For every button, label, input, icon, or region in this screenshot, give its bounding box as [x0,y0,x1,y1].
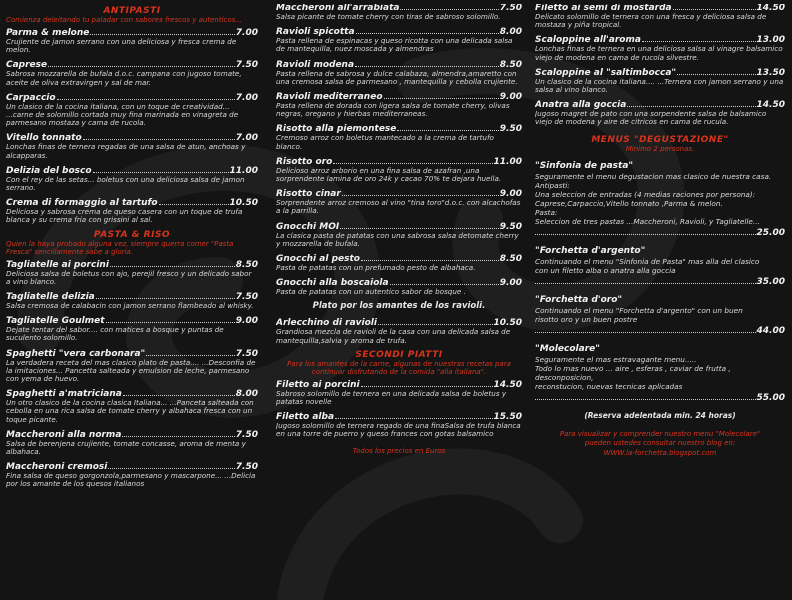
menu-item-description: Delicato solomillo de ternera con una fresca y deliciosa salsa de mostaza y piña tropical. [535,12,767,30]
menu-item-price: 8.50 [235,259,258,270]
menu-item-price: 7.50 [235,348,258,359]
dot-leader [535,392,756,400]
menu-item [6,429,258,456]
menu-item-name: Filetto alba [276,412,335,423]
menu-item-description: Dejate tentar del sabor.... con matices a bosque y puntas de suculento solomillo. [6,325,224,343]
ravioli-note: Plato por los amantes de los ravioli. [312,301,486,312]
menu-item-name: Spaghetti "vera carbonara" [6,348,146,359]
menu-item [535,34,785,61]
menu-item-name: Spaghetti a'matriciana [6,389,122,400]
menu-item-price: 14.50 [756,4,785,13]
menu-item-price: 7.00 [235,28,258,38]
dot-leader [356,26,499,34]
menu-column-middle [276,4,522,600]
dot-leader [642,34,756,42]
tasting-menu-title: "Forchetta d'oro" [535,294,623,305]
menu-item [6,59,258,86]
secondi-subtitle: Para los amantes de la carne, algunas de nuestras recetas para continuar disfrutando de la comida "alla italiana". [287,359,511,376]
menu-item [6,348,258,384]
dot-leader [340,221,499,229]
dot-leader [146,348,235,356]
menus-subtitle: Minimo 2 personas. [625,144,695,153]
dot-leader [677,67,755,75]
tasting-menu-title: "Molecolare" [535,343,600,354]
tasting-menu-line: reconstucion, nuevas tecnicas aplicadas [535,381,683,391]
menu-item [276,188,522,215]
menu-item-price: 10.50 [493,318,522,329]
dot-leader [90,27,234,35]
tasting-menu-line: Una seleccion de entradas (4 medias raciones por persona): [535,189,756,199]
dot-leader [106,315,235,323]
dot-leader [400,4,498,10]
tasting-menu-price: 25.00 [756,227,785,238]
menu-item-header [6,259,258,270]
menu-item [535,99,785,126]
menu-item-header [276,221,522,232]
tasting-menus-list [535,161,785,403]
pasta-subtitle: Quien la haya probado alguna vez, siempre querra comer "Pasta Fresca" sencillamente sabe a gloria. [6,239,234,256]
menu-item-description: La verdadera receta del mas clasico plato de pasta.... ...Desconfia de la imitaciones... Pancetta salteada y emulsion de leche, parmesano con yema de huevo. [6,357,256,384]
antipasti-list [6,27,258,225]
menu-item-name: Caprese [6,60,48,71]
tasting-menu [535,246,785,287]
prices-footer: Todos los precios en Euros [352,446,446,455]
tasting-menu-price-row [535,392,785,403]
dot-leader [627,99,755,107]
tasting-menu-price-row [535,325,785,336]
dot-leader [355,59,499,67]
menu-item-name: Tagliatelle delizia [6,292,95,303]
menu-item-name: Maccheroni cremosi [6,462,108,473]
tasting-menu-title: "Sinfonia de pasta" [535,160,634,171]
menu-item [276,277,522,296]
menu-item-description: Deliciosa salsa de boletus con ajo, perejil fresco y un delicado sabor a vino blanco. [6,268,252,286]
menu-item [6,461,258,488]
menu-item-name: Maccheroni alla norma [6,429,122,440]
tasting-menu-price: 35.00 [756,276,785,287]
menu-item-description: Delicioso arroz arborio en una fina salsa de azafran ,una sorprendente lamina de oro 24k y cacao 70% te dejara huella. [276,165,502,184]
menu-item-price: 11.00 [493,156,522,167]
menu-item-description: Pasta rellena de espinacas y queso ricotta con una delicada salsa de mantequilla, nuez moscada y almendras [276,36,513,54]
tasting-menu-title: "Forchetta d'argento" [535,245,646,256]
menu-item-name: Scaloppine al "saltimbocca" [535,67,677,78]
menu-item-description: Jugoso solomillo de ternera regado de una finaSalsa de trufa blanca en una torre de puerro y queso frances con gotas balsamico [276,421,521,439]
menu-item-price: 7.00 [235,92,258,103]
menu-item [6,315,258,342]
dot-leader [57,92,235,100]
menu-item-header [6,348,258,359]
tasting-menu-line: Continuando el menu "Forchetta d'argento" con un buen [535,305,743,315]
menu-item-description: Sabroso solomillo de ternera en una delicada salsa de boletus y patatas novelle [276,388,507,407]
pasta-title: PASTA & RISO [93,229,171,240]
menu-item-price: 8.50 [499,59,522,70]
menu-item-description: Sabrosa mozzarella de bufala d.o.c. campana con jugoso tomate, aceite de oliva extravirgen y sal de mar. [6,69,242,87]
menu-item-price: 7.50 [499,4,522,13]
menu-item-name: Tagliatelle Goulmet [6,316,105,327]
menu-item-name: Vitello tonnato [6,133,82,144]
tasting-menu-price: 44.00 [756,325,785,336]
tasting-menu [535,161,785,238]
dot-leader [397,123,498,131]
blog-info [535,430,785,459]
secondi-list [276,379,522,439]
tasting-menu-line: Pasta: [535,207,558,217]
menu-item-name: Risotto cinar [276,189,341,200]
menu-item-name: Scaloppine all'aroma [535,35,641,46]
menu-item [6,259,258,286]
menu-item-description: Lonchas finas de ternera regadas de una salsa de atun, anchoas y alcapparas. [6,142,246,160]
menu-item-name: Ravioli mediterraneo [276,92,383,103]
tasting-menu-line: con un filetto alba o anatra alla goccia [535,265,676,275]
menus-title: MENUS "DEGUSTAZIONE" [591,134,729,145]
tasting-menu-line: Antipasti: [535,180,570,190]
tasting-menu-price: 55.00 [756,392,785,403]
menu-item-price: 7.50 [235,462,258,473]
dot-leader [83,132,235,140]
menu-item-description: Con el rey de las setas... boletus con una deliciosa salsa de jamon serrano. [6,174,245,193]
blog-url: WWW.la-forchetta.blogspot.com [603,448,717,457]
secondi-title: SECONDI PIATTI [355,349,443,360]
menu-item-price: 7.00 [235,133,258,144]
menu-item-price: 9.50 [499,124,522,135]
antipasti-subtitle: Comienza deleitando tu paladar con sabores frescos y autenticos... [6,16,242,24]
menu-item-name: Gnocchi alla boscaiola [276,278,389,289]
menu-item [276,411,522,438]
dot-leader [361,253,499,261]
blog-line: Para visualizar y comprender nuestro menu "Molecolare" [559,429,761,438]
dot-leader [96,291,235,299]
dot-leader [335,411,493,419]
menu-item-price: 9.50 [499,221,522,232]
menu-item [276,221,522,248]
tasting-menu-line: Seleccion de tres pastas ...Maccheroni, Ravioli, y Tagliatelle... [535,216,760,226]
menu-item [276,59,522,86]
menu-item-description: Pasta rellena de sabrosa y dulce calabaza, almendra,amaretto con una cremosa salsa de parmesano , mantequilla y cebolla crujiente. [276,68,518,86]
menu-item-price: 13.00 [756,35,785,46]
menu-item-name: Delizia del bosco [6,165,92,176]
menu-item-price: 9.00 [499,189,522,200]
menu-item-price: 8.00 [499,27,522,38]
menu-item-name: Crema di formaggio al tartufo [6,198,158,209]
menu-item-description: Un clasico de la cocina italiana.... ...Ternera con jamon serrano y una salsa al vino blanco. [535,76,784,95]
menu-item-description: Un clasico de la cocina italiana, con un toque de creatividad... ...carne de solomillo cortada muy fina marinada en vinagreta de parmesano mostaza y cama de rucola. [6,101,239,128]
menu-item [6,165,258,192]
menu-item [6,27,258,54]
menu-item-description: Pasta de patatas con un autentico sabor de bosque . [276,287,466,297]
menu-item-price: 7.50 [235,292,258,303]
tasting-menu-price-row [535,227,785,238]
menu-item [6,388,258,424]
menu-item [276,317,522,344]
dot-leader [535,276,756,284]
dot-leader [378,317,493,325]
menu-item-description: Deliciosa y sabrosa crema de queso casera con un toque de trufa blanca y su crema fria con grissini al sal. [6,207,243,225]
menu-item-header [276,59,522,70]
menu-item-price: 11.00 [229,165,258,176]
tasting-menu-line: Caprese,Carpaccio,Vitello tonnato ,Parma & melon. [535,198,723,208]
menu-item-description: Cremoso arroz con boletus mantecado a la crema de tartufo blanco. [276,133,494,151]
menu-item [276,379,522,406]
menu-item-name: Gnocchi MOI [276,221,340,232]
menu-item-price: 7.50 [235,60,258,71]
menu-item-name: Risotto oro [276,156,333,167]
menu-item-description: Sorprendente arroz cremoso al vino "tina toro"d.o.c. con alcachofas a la parrilla. [276,198,521,216]
dot-leader [535,227,756,235]
tasting-menu [535,295,785,336]
menu-item-name: Arlecchino di ravioli [276,318,377,329]
dot-leader [673,4,756,10]
menu-item [276,26,522,53]
tasting-menu-line: risotto oro y un buen postre [535,314,638,324]
dot-leader [342,188,499,196]
menu-item-name: Ravioli modena [276,59,355,70]
pasta-continued-list [276,4,522,296]
menu-item-name: Maccheroni all'arrabiata [276,4,400,13]
dot-leader [390,277,499,285]
menu-item-name: Tagliatelle ai porcini [6,259,109,270]
dot-leader [123,388,235,396]
menu-item [276,156,522,183]
menu-item-price: 8.50 [499,254,522,265]
menu-item-name: Carpaccio [6,92,56,103]
menu-item-price: 13.50 [756,67,785,78]
dot-leader [108,461,234,469]
menu-item [6,197,258,224]
secondi-continued-list [535,4,785,127]
menu-item [276,4,522,21]
menu-item-description: Crujiente de jamon serrano con una deliciosa y fresca crema de melon. [6,37,237,55]
dot-leader [110,259,235,267]
menu-item-price: 10.50 [229,198,258,209]
dot-leader [48,59,235,67]
menu-item-description: Grandiosa mezcla de ravioli de la casa con una delicada salsa de mantequilla,salvia y aroma de trufa. [276,327,511,345]
menu-item-price: 14.50 [756,100,785,111]
blog-line: pueden ustedes consultar nuestro blog en: [584,439,736,448]
tasting-menu-line: Seguramente el menu degustacion mas clasico de nuestra casa. [535,171,772,181]
tasting-menu-line: Todo lo mas nuevo ... aire , esferas , caviar de frutta , desconposicion, [535,363,731,382]
dot-leader [122,429,234,437]
menu-item-price: 9.00 [499,92,522,103]
dot-leader [93,165,229,173]
menu-item-description: Jugoso magret de pato con una sorpendente salsa de balsamico viejo de modena y aire de citricos en cama de rucula. [535,109,767,127]
tasting-menu-line: Seguramente el mas estravagante menu..... [535,354,697,364]
menu-item-description: Lonchas finas de ternera en una deliciosa salsa al vinagre balsamico viejo de modena en cama de rucola silvestre. [535,44,783,62]
antipasti-title: ANTIPASTI [103,6,161,16]
menu-item-description: Fina salsa de queso gorgonzola,parmesano y mascarpone... ...Delicia por los amante de los quesos italianos [6,471,256,489]
menu-item-description: Salsa cremosa de calabacin con jamon serrano flambeado al whisky. [6,301,254,311]
menu-item [276,91,522,118]
menu-item-price: 9.00 [235,316,258,327]
menu-item-price: 7.50 [235,429,258,440]
menu-item [535,67,785,94]
dot-leader [535,325,756,333]
dot-leader [384,91,499,99]
menu-item-description: Un otro clasico de la cocina clasica Italiana... ...Panceta salteada con cebolla en una rica salsa de tomate cherry y albahaca fresca con un toque picante. [6,398,254,424]
menu-item-name: Risotto alla piemontese [276,124,397,135]
menu-item-name: Filetto ai semi di mostarda [535,4,672,13]
menu-item-name: Parma & melone [6,28,90,38]
menu-item-description: Pasta de patatas con un prefumado pesto de albahaca. [276,263,476,273]
menu-item-description: Salsa picante de tomate cherry con tiras de sabroso solomillo. [276,12,501,21]
menu-item [6,92,258,128]
tasting-menu [535,344,785,403]
tasting-menu-price-row [535,276,785,287]
menu-item-price: 9.00 [499,278,522,289]
menu-item [276,123,522,150]
menu-item [535,4,785,29]
tasting-menu-line: Continuando el menu "Sinfonia de Pasta" mas alla del clasico [535,256,760,266]
menu-column-right [535,4,785,600]
menu-item-name: Filetto ai porcini [276,379,360,390]
dot-leader [159,197,229,205]
ravioli-special [276,317,522,344]
dot-leader [361,379,493,387]
menu-item [276,253,522,272]
menu-item-description: Salsa de berenjena crujiente, tomate concasse, aroma de menta y albahaca. [6,438,246,457]
menu-item-description: Pasta rellena de dorada con ligera salsa de tomate cherry, olivas negras, oregano y hierbas mediterraneas. [276,101,510,119]
menu-item [6,132,258,159]
pasta-list [6,259,258,489]
menu-item-name: Anatra alla goccia [535,100,627,111]
reservation-note: (Reserva adelentada min. 24 horas) [584,410,736,420]
menu-item-description: La clasica pasta de patatas con una sabrosa salsa detomate cherry y mozzarella de bufala. [276,230,519,248]
dot-leader [333,156,492,164]
menu-item-name: Ravioli spicotta [276,27,355,38]
menu-item-price: 8.00 [235,389,258,400]
menu-item [6,291,258,310]
menu-column-left [6,4,258,600]
menu-item-price: 14.50 [493,379,522,390]
menu-item-price: 15.50 [493,412,522,423]
menu-item-name: Gnocchi al pesto [276,254,360,265]
